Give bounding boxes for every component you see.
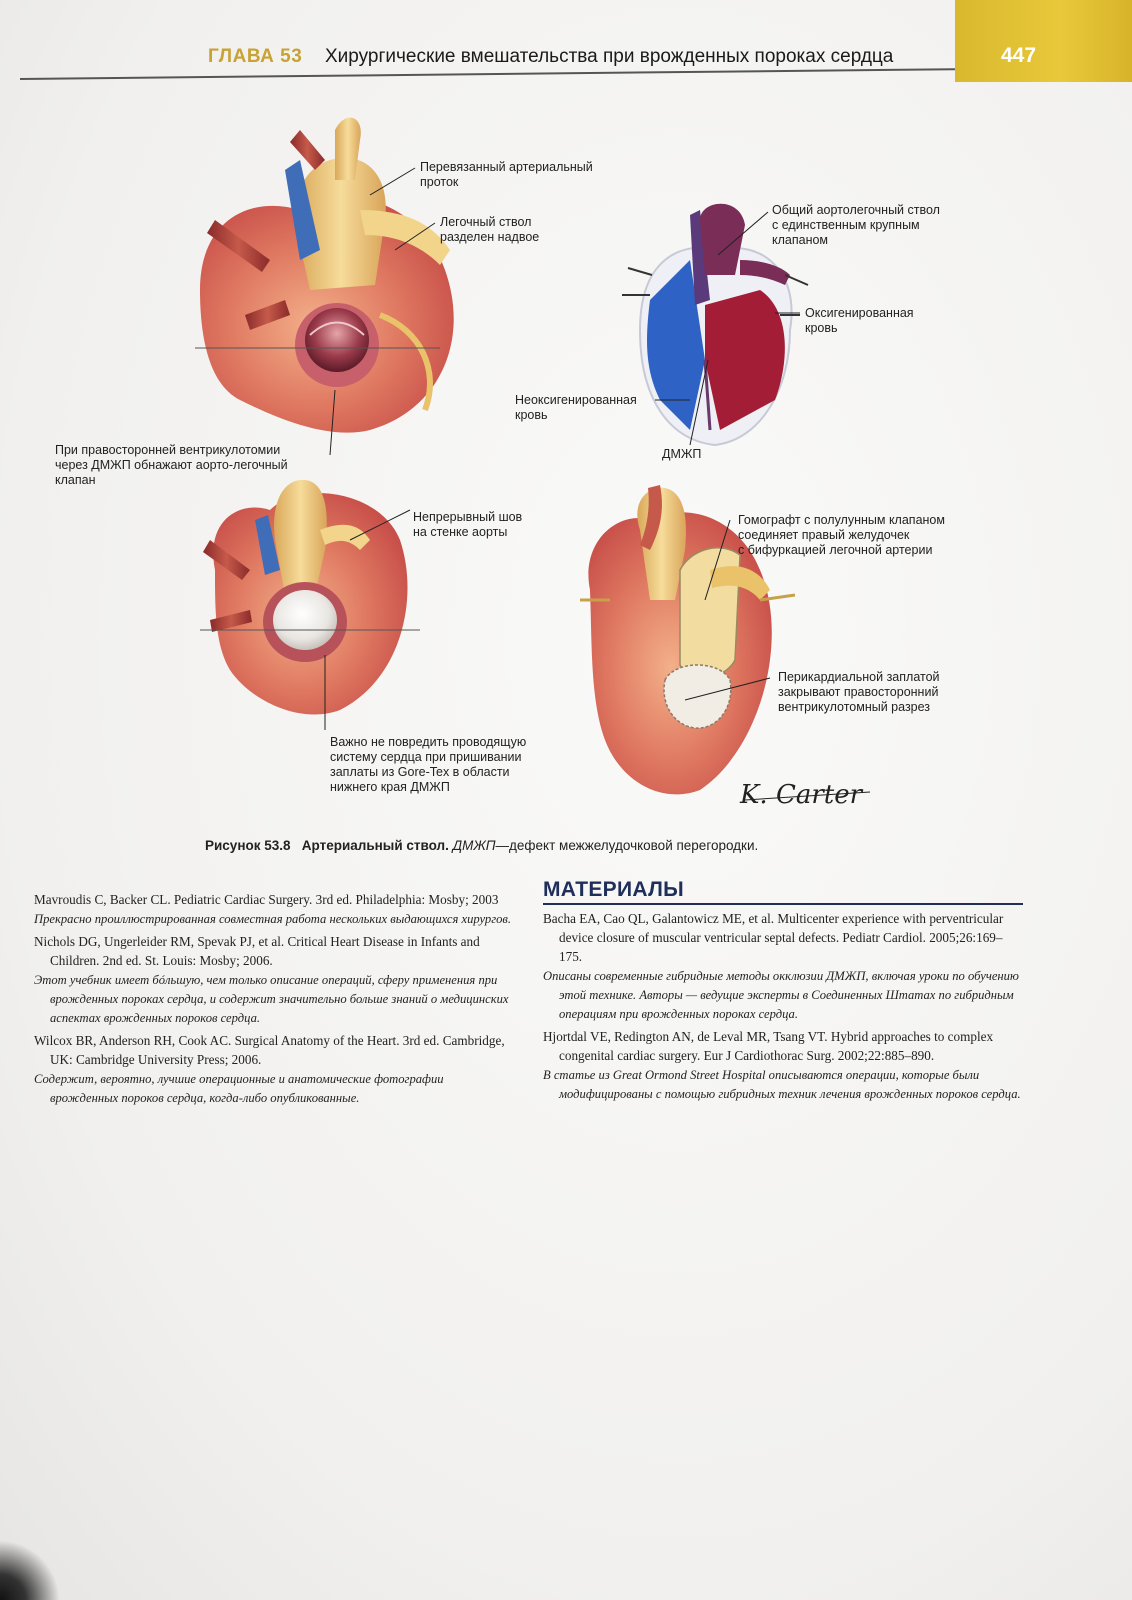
materials-section [543, 880, 1023, 1107]
label-ligated-duct: Перевязанный артериальный проток [420, 160, 593, 189]
page-corner-shadow [0, 1540, 60, 1600]
reference-annotation: Прекрасно проиллюстрированная совместная работа нескольких выдающихся хирургов. [34, 912, 512, 926]
running-header [0, 0, 1132, 100]
chapter-label: ГЛАВА 53 [208, 46, 303, 67]
label-homograft: Гомографт с полулунным клапаном соединяет правый желудочек с бифуркацией легочной артерии [738, 513, 945, 557]
label-deoxygenated-blood: Неоксигенированная кровь [515, 393, 637, 422]
label-continuous-suture: Непрерывный шов на стенке аорты [413, 510, 523, 539]
chapter-title: Хирургические вмешательства при врожденных пороках сердца [325, 46, 894, 67]
reference-annotation: Описаны современные гибридные методы окклюзии ДМЖП, включая уроки по обучению этой технике. Авторы — ведущие эксперты в Соединенных Штатах по гибридным операциям при врожденных пороках сердца. [543, 969, 1019, 1021]
artist-signature: K. Carter [740, 780, 863, 810]
caption-abbreviation: ДМЖП [452, 838, 496, 853]
page-number-tab [955, 0, 1132, 82]
reference-item: Nichols DG, Ungerleider RM, Spevak PJ, et al. Critical Heart Disease in Infants and Children. 2nd ed. St. Louis: Mosby; 2006. [34, 934, 480, 968]
figure-caption [205, 838, 758, 853]
label-pulmonary-trunk-divided: Легочный ствол разделен надвое [440, 215, 540, 244]
label-vsd: ДМЖП [662, 447, 702, 461]
header-rule [20, 68, 955, 80]
label-common-trunk: Общий аортолегочный ствол с единственным крупным клапаном [772, 203, 940, 247]
page-number: 447 [1001, 44, 1037, 67]
reference-item: Mavroudis C, Backer CL. Pediatric Cardiac Surgery. 3rd ed. Philadelphia: Mosby; 2003 [34, 892, 499, 907]
left-reference-column [34, 890, 512, 1111]
heart-ventriculotomy-illustration [195, 118, 454, 433]
label-conduction-warning: Важно не повредить проводящую систему сердца при пришивании заплаты из Gore-Tex в области нижнего края ДМЖП [330, 735, 527, 794]
heart-vsd-patch-illustration [200, 480, 420, 715]
reference-annotation: В статье из Great Ormond Street Hospital описываются операции, которые были модифицированы с помощью гибридных техник лечения врожденных пороков сердца. [543, 1068, 1021, 1101]
caption-number: Рисунок 53.8 [205, 838, 291, 853]
reference-item: Bacha EA, Cao QL, Galantowicz ME, et al. Multicenter experience with perventricular device closure of muscular ventricular septal defects. Pediatr Cardiol. 2005;26:169–175. [543, 911, 1004, 964]
caption-title: Артериальный ствол. [301, 838, 449, 853]
label-pericardial-patch: Перикардиальной заплатой закрывают правосторонний вентрикулотомный разрез [778, 670, 940, 714]
label-ventriculotomy: При правосторонней вентрикулотомии через ДМЖП обнажают аорто-легочный клапан [55, 443, 288, 487]
materials-heading: МАТЕРИАЛЫ [543, 880, 1023, 905]
reference-annotation: Содержит, вероятно, лучшие операционные и анатомические фотографии врожденных пороков сердца, когда-либо опубликованные. [34, 1072, 444, 1105]
reference-item: Wilcox BR, Anderson RH, Cook AC. Surgical Anatomy of the Heart. 3rd ed. Cambridge, UK: Cambridge University Press; 2006. [34, 1033, 505, 1067]
figure-53-8 [0, 100, 1132, 860]
caption-definition: —дефект межжелудочковой перегородки. [495, 838, 759, 853]
reference-item: Hjortdal VE, Redington AN, de Leval MR, Tsang VT. Hybrid approaches to complex congenital cardiac surgery. Eur J Cardiothorac Surg. 2002;22:885–890. [543, 1029, 994, 1063]
reference-annotation: Этот учебник имеет бóльшую, чем только описание операций, сферу применения при врожденных пороках сердца, и содержит значительно больше знаний о медицинских аспектах врожденных пороков сердца. [34, 973, 509, 1025]
label-oxygenated-blood: Оксигенированная кровь [805, 306, 914, 335]
